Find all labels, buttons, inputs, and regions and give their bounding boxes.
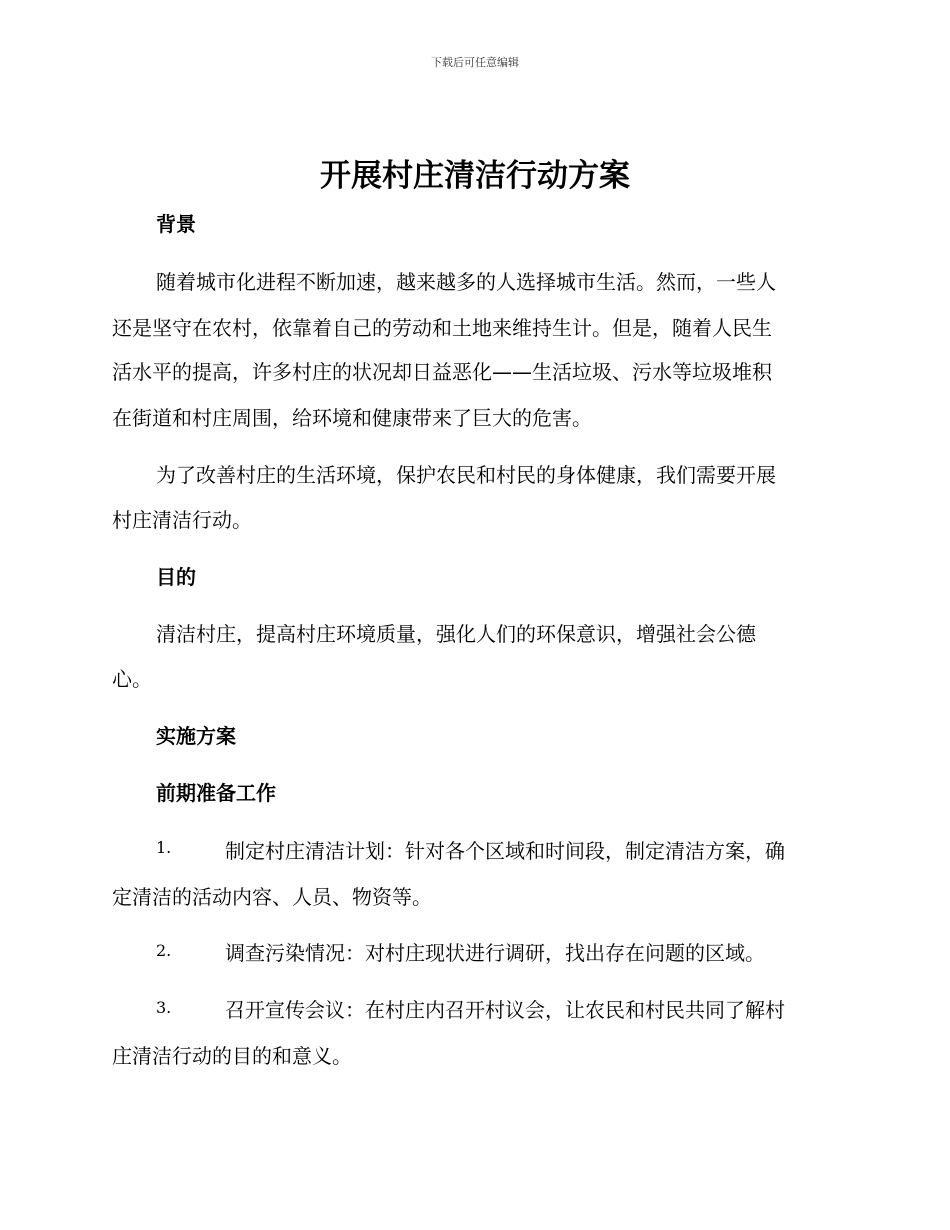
paragraph-line: 还是坚守在农村，依靠着自己的劳动和土地来维持生计。但是，随着人民生	[112, 316, 772, 340]
list-item-number: 1.	[156, 838, 172, 857]
section-subheading-preparation: 前期准备工作	[156, 781, 276, 805]
list-item-continuation: 庄清洁行动的目的和意义。	[112, 1044, 352, 1068]
page-header: 下载后可任意编辑	[431, 56, 519, 69]
paragraph-line: 在街道和村庄周围，给环境和健康带来了巨大的危害。	[112, 406, 592, 430]
paragraph-line: 随着城市化进程不断加速，越来越多的人选择城市生活。然而，一些人	[156, 270, 776, 294]
list-item-text: 调查污染情况：对村庄现状进行调研，找出存在问题的区域。	[225, 941, 765, 965]
list-item-continuation: 定清洁的活动内容、人员、物资等。	[112, 885, 432, 909]
list-item-text: 制定村庄清洁计划：针对各个区域和时间段，制定清洁方案，确	[225, 839, 785, 863]
paragraph-line: 心。	[112, 667, 152, 691]
paragraph-line: 清洁村庄，提高村庄环境质量，强化人们的环保意识，增强社会公德	[156, 622, 756, 646]
paragraph-line: 为了改善村庄的生活环境，保护农民和村民的身体健康，我们需要开展	[156, 463, 776, 487]
section-heading-background: 背景	[156, 212, 196, 236]
section-heading-plan: 实施方案	[156, 724, 236, 748]
section-heading-purpose: 目的	[156, 565, 196, 589]
paragraph-line: 活水平的提高，许多村庄的状况却日益恶化——生活垃圾、污水等垃圾堆积	[112, 360, 772, 384]
list-item-text: 召开宣传会议：在村庄内召开村议会，让农民和村民共同了解村	[225, 998, 785, 1022]
paragraph-line: 村庄清洁行动。	[112, 508, 252, 532]
list-item-number: 3.	[156, 998, 172, 1017]
list-item-number: 2.	[156, 941, 172, 960]
document-title: 开展村庄清洁行动方案	[320, 158, 630, 194]
